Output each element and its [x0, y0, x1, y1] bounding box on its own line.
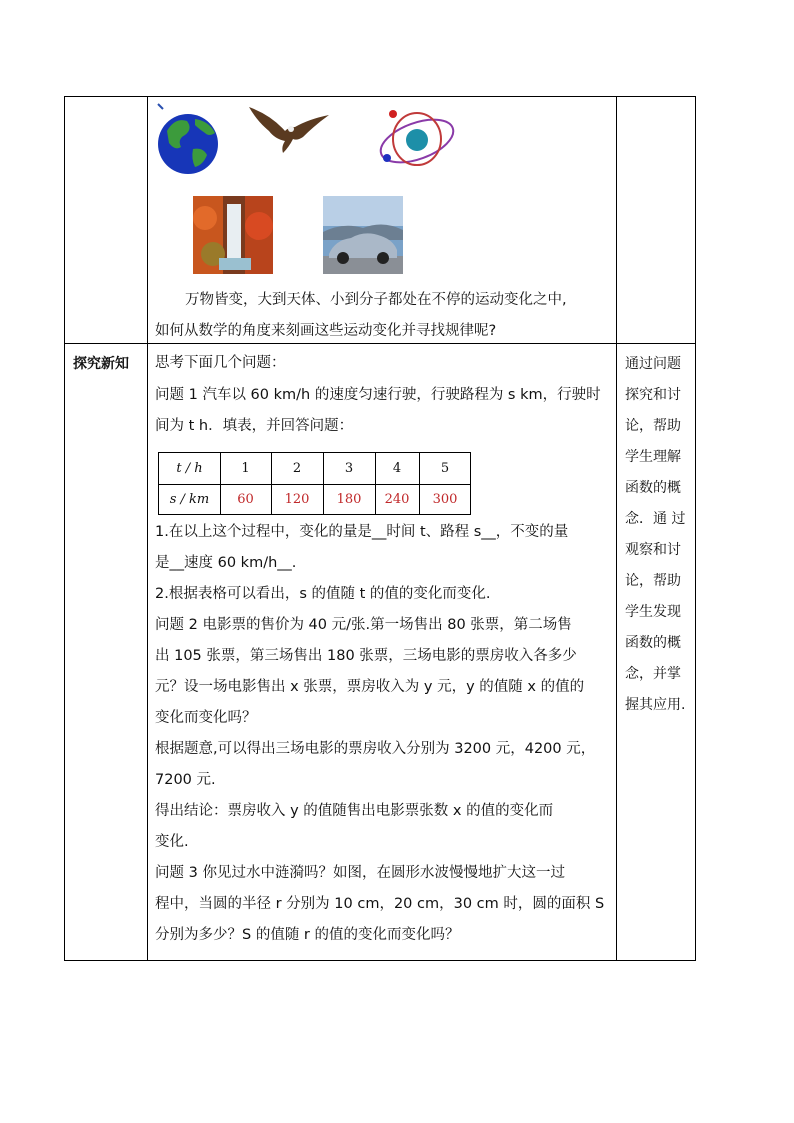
design-note-line: 探究和讨 — [625, 387, 681, 403]
design-note — [625, 349, 693, 721]
design-note-line: 握其应用. — [625, 697, 686, 713]
table-cell-t: 4 — [392, 461, 402, 476]
question-3-line: 分别为多少？S 的值随 r 的值的变化而变化吗？ — [155, 927, 460, 943]
table-cell-s: 300 — [432, 492, 458, 507]
design-note-line: 函数的概 — [625, 635, 681, 651]
intro-paragraph-line: 如何从数学的角度来刻画这些运动变化并寻找规律呢? — [155, 323, 497, 339]
table-cell-t: 3 — [344, 461, 354, 476]
design-note-line: 论，帮助 — [625, 573, 681, 589]
intro-prompt: 思考下面几个问题： — [155, 355, 286, 371]
answer-1-line: 1.在以上这个过程中，变化的量是__时间 t、路程 s__，不变的量 — [155, 524, 569, 540]
conclusion-line: 得出结论：票房收入 y 的值随售出电影票张数 x 的值的变化而 — [155, 803, 554, 819]
answer-3-line: 7200 元. — [155, 772, 216, 788]
table-header-s: s / km — [169, 492, 210, 507]
answer-1-line: 是__速度 60 km/h__. — [155, 555, 297, 571]
design-note-line: 函数的概 — [625, 480, 681, 496]
design-note-line: 学生发现 — [625, 604, 681, 620]
question-3-line: 程中，当圆的半径 r 分别为 10 cm，20 cm，30 cm 时，圆的面积 S — [155, 896, 605, 912]
intro-paragraph-line: 万物皆变，大到天体、小到分子都处在不停的运动变化之中, — [185, 292, 567, 308]
eagle-icon — [247, 105, 331, 157]
design-note-line: 观察和讨 — [625, 542, 681, 558]
question-3-line: 问题 3 你见过水中涟漪吗？如图，在圆形水波慢慢地扩大这一过 — [155, 865, 565, 881]
question-2-line: 出 105 张票，第三场售出 180 张票，三场电影的票房收入各多少 — [155, 648, 577, 664]
speed-table — [158, 452, 471, 515]
table-cell-s: 60 — [237, 492, 254, 507]
table-cell-t: 2 — [292, 461, 302, 476]
table-header-t: t / h — [176, 461, 203, 476]
answer-2-line: 2.根据表格可以看出，s 的值随 t 的值的变化而变化. — [155, 586, 491, 602]
table-cell-s: 120 — [284, 492, 310, 507]
lesson-table — [64, 96, 696, 961]
question-2-line: 变化而变化吗？ — [155, 710, 257, 726]
question-2-line: 元？设一场电影售出 x 张票，票房收入为 y 元，y 的值随 x 的值的 — [155, 679, 585, 695]
atom-icon — [375, 109, 459, 169]
question-1-line: 间为 t h．填表，并回答问题： — [155, 418, 354, 434]
design-note-line: 论，帮助 — [625, 418, 681, 434]
design-note-line: 念，并掌 — [625, 666, 681, 682]
waterfall-photo — [193, 196, 273, 274]
earth-icon — [155, 101, 225, 175]
column-divider — [616, 97, 617, 960]
conclusion-line: 变化. — [155, 834, 189, 850]
design-note-line: 念．通 过 — [625, 511, 686, 527]
design-note-line: 通过问题 — [625, 356, 681, 372]
stage-label: 探究新知 — [73, 356, 129, 372]
table-cell-s: 240 — [384, 492, 410, 507]
question-2-line: 问题 2 电影票的售价为 40 元/张.第一场售出 80 张票，第二场售 — [155, 617, 572, 633]
table-cell-s: 180 — [336, 492, 362, 507]
table-cell-t: 5 — [440, 461, 450, 476]
row-divider — [65, 343, 695, 344]
design-note-line: 学生理解 — [625, 449, 681, 465]
car-photo — [323, 196, 403, 274]
column-divider — [147, 97, 148, 960]
answer-3-line: 根据题意,可以得出三场电影的票房收入分别为 3200 元，4200 元， — [155, 741, 596, 757]
table-cell-t: 1 — [241, 461, 250, 476]
question-1-line: 问题 1 汽车以 60 km/h 的速度匀速行驶，行驶路程为 s km，行驶时 — [155, 387, 601, 403]
